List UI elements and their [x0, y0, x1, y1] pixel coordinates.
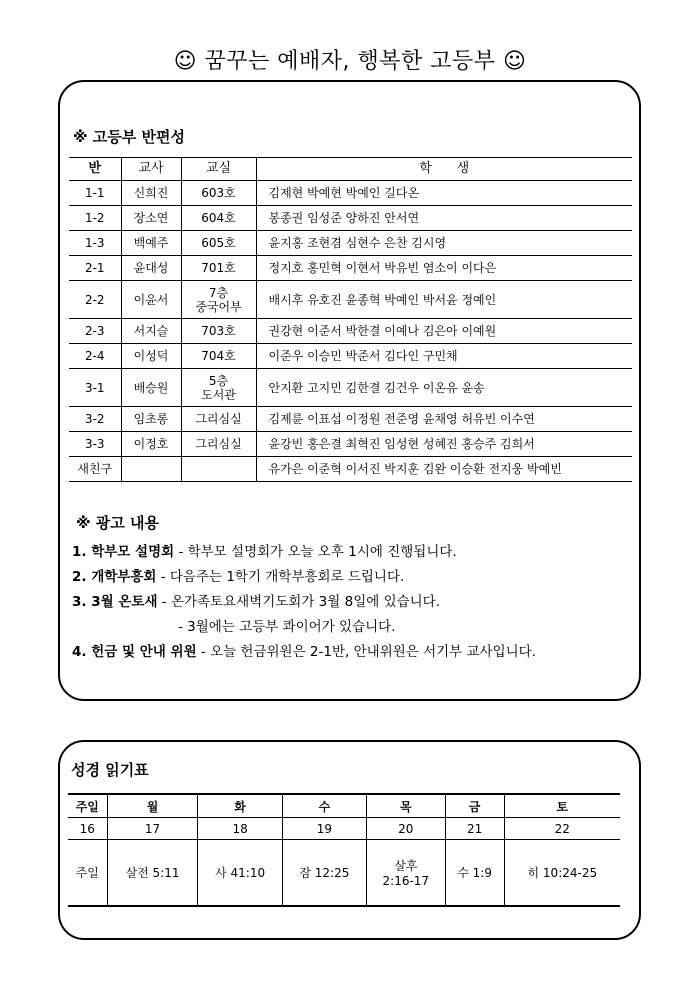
class-students: 이준우 이승민 박준서 김다인 구민채: [256, 344, 632, 369]
bible-reading: 사 41:10: [198, 840, 282, 906]
class-teacher: 임초롱: [121, 407, 181, 432]
notice-label: 2. 개학부흥회: [72, 569, 157, 585]
bible-days-row: [68, 794, 620, 818]
notice-item-3: [72, 590, 440, 610]
class-row: [69, 457, 632, 482]
bible-day: 수: [282, 794, 366, 818]
class-row: [69, 319, 632, 344]
class-students: 권강현 이준서 박한결 이예나 김은아 이예원: [256, 319, 632, 344]
class-table: [69, 157, 632, 482]
class-section-title: ※ 고등부 반편성: [73, 128, 185, 146]
class-ban: 2-4: [69, 344, 121, 369]
bible-date: 16: [68, 818, 107, 840]
class-teacher: 이정호: [121, 432, 181, 457]
class-row: [69, 432, 632, 457]
header-ban: 반: [69, 158, 121, 181]
class-room: 704호: [181, 344, 256, 369]
class-ban: 1-2: [69, 206, 121, 231]
bible-section-title: 성경 읽기표: [71, 761, 149, 779]
bible-date: 22: [504, 818, 620, 840]
class-students: 유가은 이준혁 이서진 박지훈 김완 이승환 전지웅 박예빈: [256, 457, 632, 482]
class-teacher: 배승원: [121, 369, 181, 407]
class-teacher: 이성덕: [121, 344, 181, 369]
class-row: [69, 181, 632, 206]
class-row: [69, 281, 632, 319]
bible-reading: 주일: [68, 840, 107, 906]
class-room: [181, 457, 256, 482]
page-title: ☺ 꿈꾸는 예배자, 행복한 고등부 ☺: [173, 49, 527, 74]
class-ban: 1-1: [69, 181, 121, 206]
class-ban: 3-1: [69, 369, 121, 407]
class-room: 701호: [181, 256, 256, 281]
class-students: 봉종권 임성준 양하진 안서연: [256, 206, 632, 231]
class-ban: 3-2: [69, 407, 121, 432]
class-room: 7층 중국어부: [181, 281, 256, 319]
class-teacher: [121, 457, 181, 482]
class-row: [69, 344, 632, 369]
class-students: 윤강빈 홍은결 최혁진 임성현 성혜진 홍승주 김희서: [256, 432, 632, 457]
class-table-header: [69, 158, 632, 181]
class-assignment-panel: [58, 80, 641, 701]
notice-item-2: [72, 565, 404, 585]
notice-text: - 3월에는 고등부 콰이어가 있습니다.: [178, 619, 396, 635]
class-students: 정지호 홍민혁 이현서 박유빈 염소이 이다은: [256, 256, 632, 281]
class-room: 그리심실: [181, 407, 256, 432]
notice-section-title: ※ 광고 내용: [76, 514, 159, 532]
class-row: [69, 231, 632, 256]
bible-reading: 잠 12:25: [282, 840, 366, 906]
class-ban: 1-3: [69, 231, 121, 256]
class-ban: 3-3: [69, 432, 121, 457]
bible-day: 화: [198, 794, 282, 818]
bible-readings-row: [68, 840, 620, 906]
class-room: 604호: [181, 206, 256, 231]
class-students: 배시후 유호진 윤종혁 박예인 박서윤 정예인: [256, 281, 632, 319]
bible-reading: 히 10:24-25: [504, 840, 620, 906]
bible-reading: 수 1:9: [445, 840, 504, 906]
class-students: 안지환 고지민 김한결 김건우 이온유 윤송: [256, 369, 632, 407]
class-room: 605호: [181, 231, 256, 256]
bible-date: 21: [445, 818, 504, 840]
class-teacher: 신희진: [121, 181, 181, 206]
class-row: [69, 369, 632, 407]
class-row: [69, 256, 632, 281]
header-teacher: 교사: [121, 158, 181, 181]
bible-day: 월: [107, 794, 198, 818]
class-room: 그리심실: [181, 432, 256, 457]
bible-reading-panel: [58, 740, 641, 940]
class-ban: 새친구: [69, 457, 121, 482]
class-row: [69, 206, 632, 231]
bible-date: 19: [282, 818, 366, 840]
class-students: 김제현 박예현 박예인 길다온: [256, 181, 632, 206]
bible-table: [68, 793, 620, 907]
bible-dates-row: [68, 818, 620, 840]
notice-item-1: [72, 540, 457, 560]
header-room: 교실: [181, 158, 256, 181]
class-row: [69, 407, 632, 432]
notice-label: 1. 학부모 설명회: [72, 544, 175, 560]
class-teacher: 윤대성: [121, 256, 181, 281]
class-students: 윤지홍 조현겸 심현수 은찬 김시영: [256, 231, 632, 256]
notice-item-4: [72, 640, 536, 660]
class-room: 603호: [181, 181, 256, 206]
class-room: 703호: [181, 319, 256, 344]
notice-text: - 다음주는 1학기 개학부흥회로 드립니다.: [156, 569, 405, 585]
class-students: 김제륜 이표섭 이정원 전준영 윤채영 허유빈 이수연: [256, 407, 632, 432]
class-ban: 2-1: [69, 256, 121, 281]
bible-reading: 살후 2:16-17: [367, 840, 446, 906]
bible-day: 목: [367, 794, 446, 818]
bible-date: 20: [367, 818, 446, 840]
class-teacher: 서지슬: [121, 319, 181, 344]
notice-text: - 오늘 헌금위원은 2-1반, 안내위원은 서기부 교사입니다.: [196, 644, 537, 660]
class-ban: 2-3: [69, 319, 121, 344]
bible-reading: 살전 5:11: [107, 840, 198, 906]
class-teacher: 백예주: [121, 231, 181, 256]
notice-item-3-sub: [178, 615, 396, 635]
class-teacher: 장소연: [121, 206, 181, 231]
class-teacher: 이윤서: [121, 281, 181, 319]
bible-date: 18: [198, 818, 282, 840]
bible-day: 토: [504, 794, 620, 818]
class-ban: 2-2: [69, 281, 121, 319]
notice-label: 3. 3월 온토새: [72, 594, 158, 610]
bible-date: 17: [107, 818, 198, 840]
notice-text: - 학부모 설명회가 오늘 오후 1시에 진행됩니다.: [174, 544, 457, 560]
notice-text: - 온가족토요새벽기도회가 3월 8일에 있습니다.: [157, 594, 441, 610]
header-students: 학 생: [256, 158, 632, 181]
notice-label: 4. 헌금 및 안내 위원: [72, 644, 197, 660]
bible-day: 주일: [68, 794, 107, 818]
bible-day: 금: [445, 794, 504, 818]
class-room: 5층 도서관: [181, 369, 256, 407]
